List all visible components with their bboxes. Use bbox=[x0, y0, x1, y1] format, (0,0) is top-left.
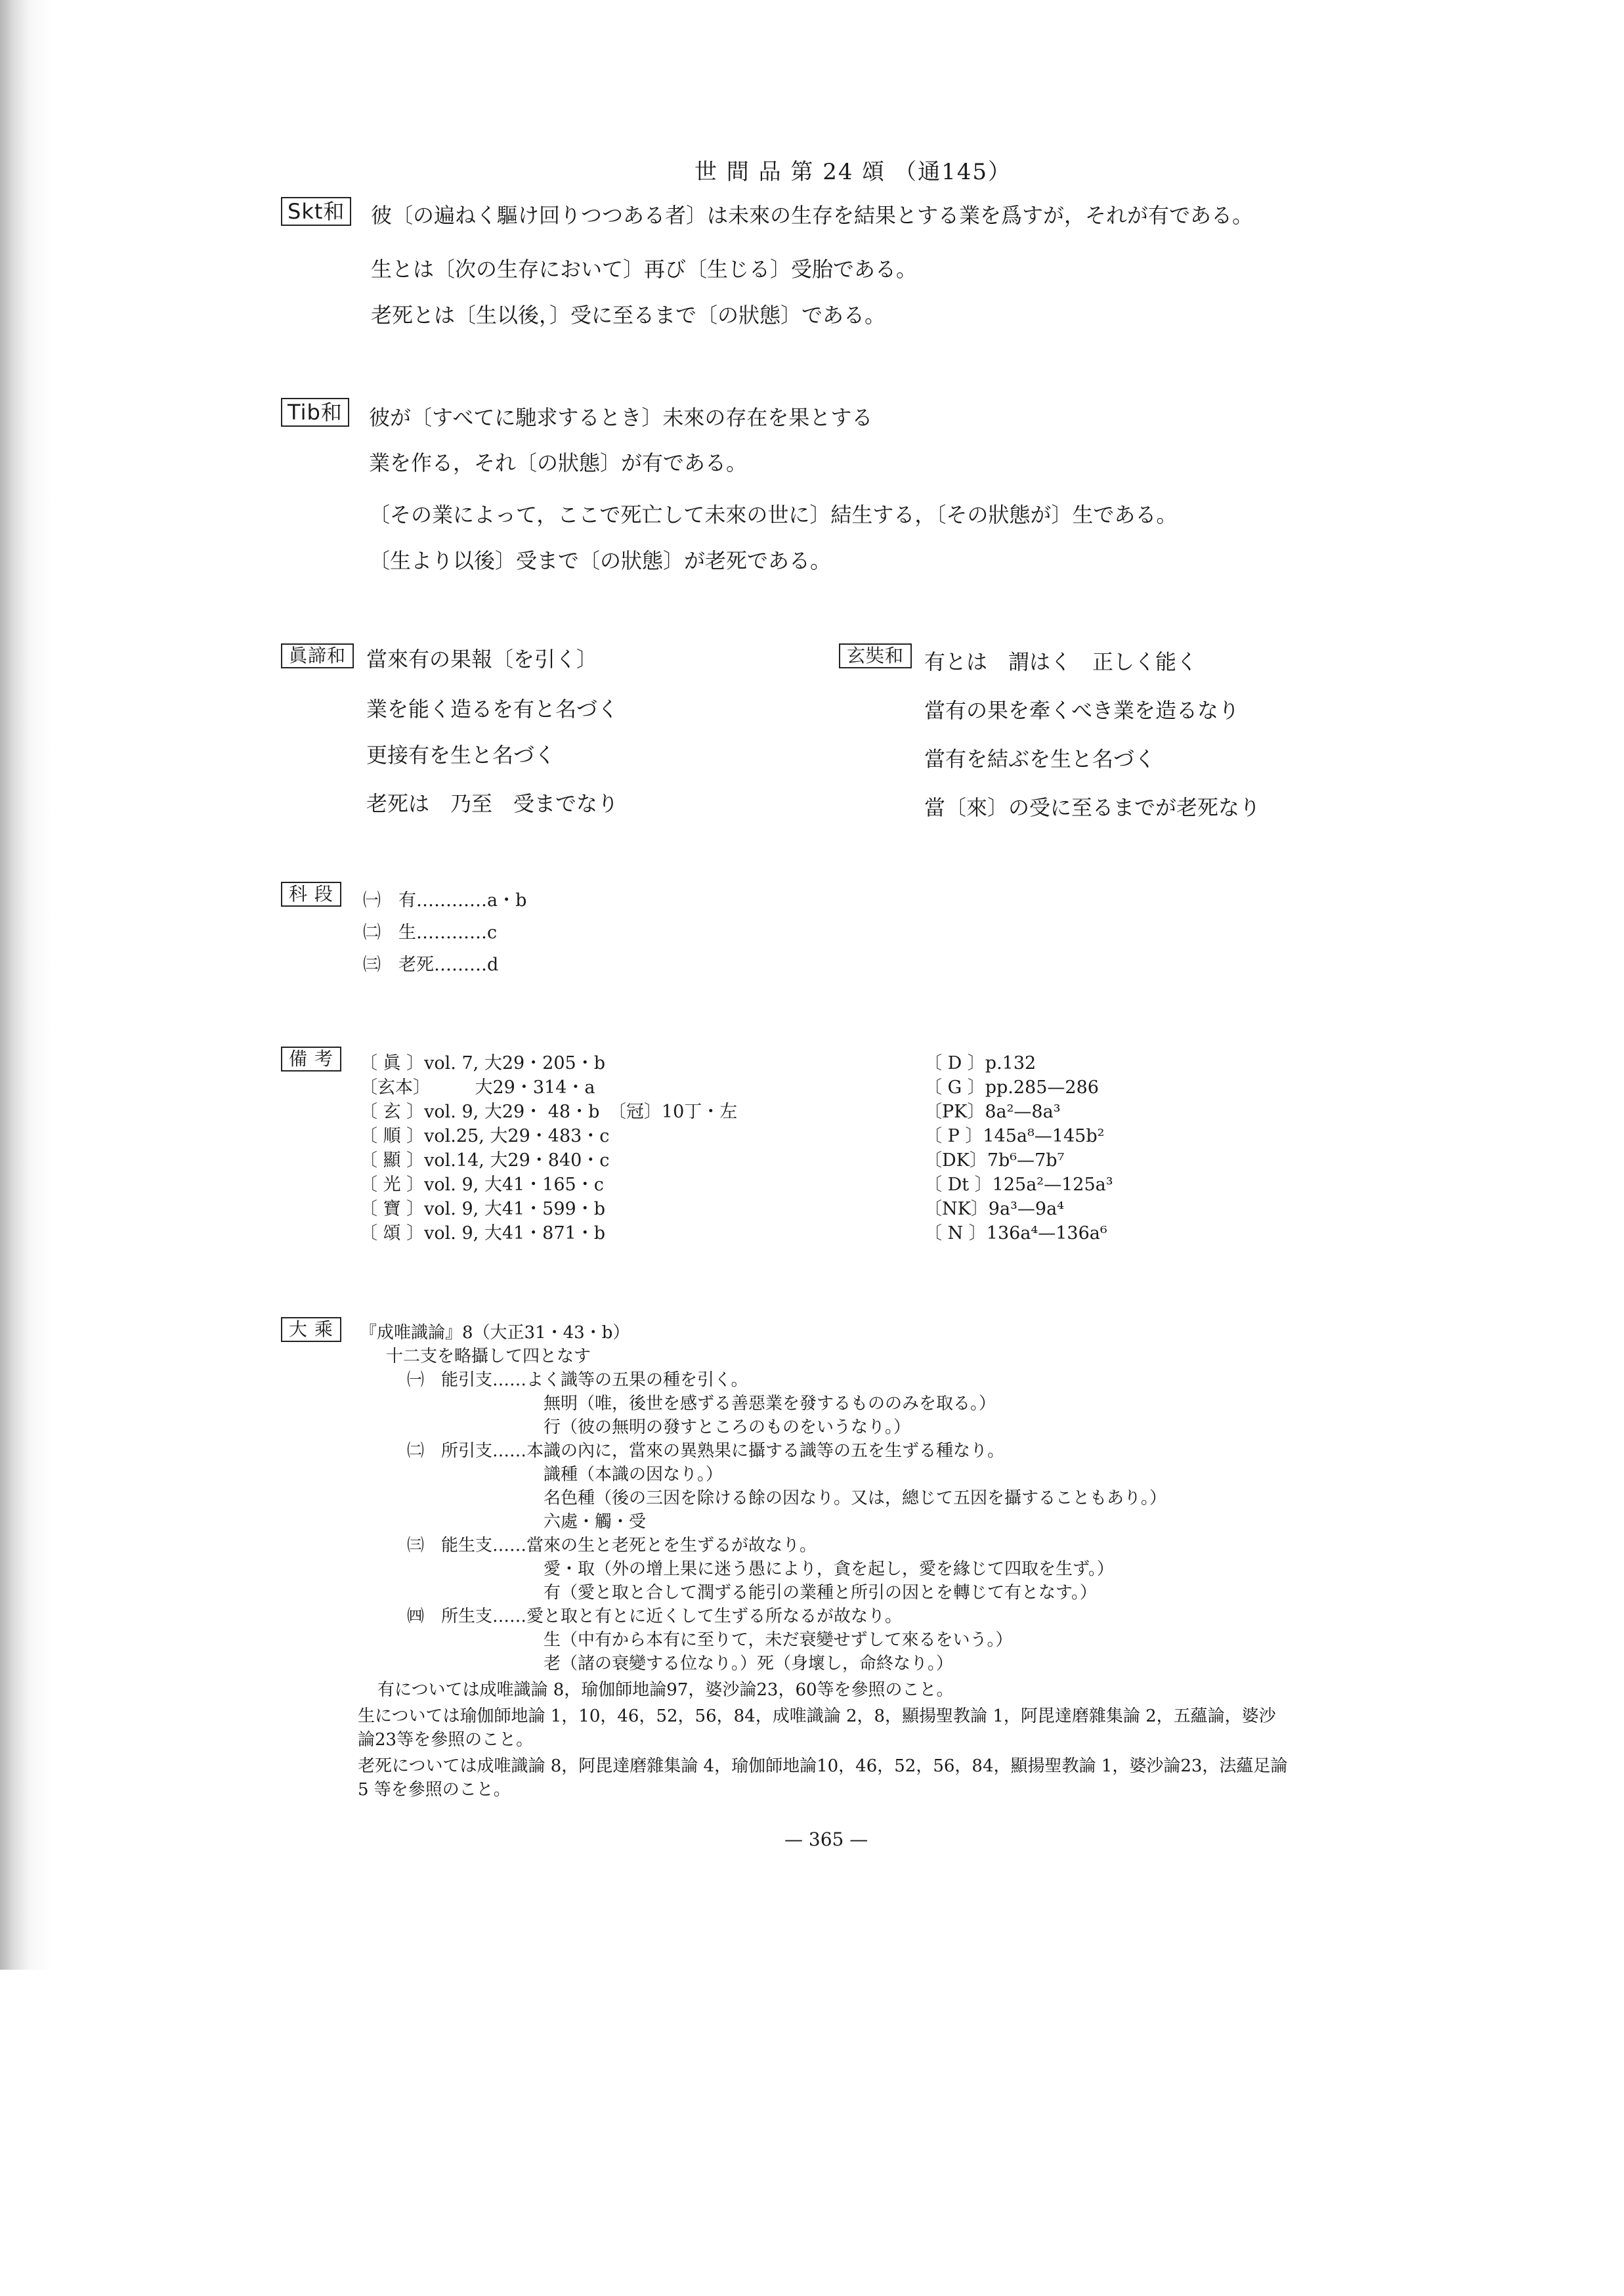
tib-line-3: 〔その業によって，ここで死亡して未來の世に〕結生する，〔その狀態が〕生である。 bbox=[369, 502, 1178, 527]
daijo-head: 『成唯識論』8（大正31・43・b） bbox=[360, 1323, 630, 1343]
daijo-item-3: 行（彼の無明の發すところのものをいうなり。） bbox=[544, 1418, 911, 1437]
daijo-item-5: 識種（本識の因なり。） bbox=[544, 1465, 723, 1484]
daijo-item-13: 老（諸の衰變する位なり。）死（身壞し，命終なり。） bbox=[544, 1654, 954, 1674]
biko-ref-5: 〔 顯 〕vol.14, 大29・840・c bbox=[360, 1150, 610, 1171]
shintai-line-3: 更接有を生と名づく bbox=[366, 743, 556, 768]
skt-line-1: 彼〔の遍ねく驅け回りつつある者〕は未來の生存を結果とする業を爲すが，それが有である。 bbox=[371, 203, 1254, 228]
biko-ref-nk: 〔NK〕9a³—9a⁴ bbox=[924, 1199, 1064, 1219]
biko-ref-pk: 〔PK〕8a²—8a³ bbox=[924, 1102, 1061, 1122]
biko-ref-1: 〔 眞 〕vol. 7, 大29・205・b bbox=[360, 1053, 605, 1073]
kadan-line-3: ㈢ 老死………d bbox=[363, 955, 499, 975]
kadan-label: 科 段 bbox=[281, 882, 341, 907]
genjo-label: 玄奘和 bbox=[839, 643, 912, 668]
skt-line-3: 老死とは〔生以後，〕受に至るまで〔の狀態〕である。 bbox=[371, 303, 886, 328]
genjo-line-2: 當有の果を牽くべき業を造るなり bbox=[924, 698, 1240, 723]
page-number: — 365 — bbox=[784, 1829, 868, 1850]
kadan-line-2: ㈡ 生…………c bbox=[363, 922, 498, 943]
tib-label: Tib和 bbox=[281, 398, 349, 427]
biko-ref-p: 〔 P 〕145a⁸—145b² bbox=[924, 1126, 1105, 1146]
daijo-item-12: 生（中有から本有に至りて，未だ衰變せずして來るをいう。） bbox=[544, 1630, 1013, 1650]
daijo-item-6: 名色種（後の三因を除ける餘の因なり。又は，總じて五因を攝することもあり。） bbox=[544, 1488, 1167, 1508]
skt-line-2: 生とは〔次の生存において〕再び〔生じる〕受胎である。 bbox=[371, 257, 918, 282]
daijo-note-2: 生については瑜伽師地論 1，10，46，52，56，84，成唯識論 2，8，顯揚聖教論 1，阿毘達磨雜集論 2，五蘊論，婆沙 bbox=[358, 1706, 1276, 1726]
daijo-item-1: ㈠ 能引支……よく識等の五果の種を引く。 bbox=[407, 1370, 748, 1390]
skt-label: Skt和 bbox=[281, 197, 351, 226]
genjo-line-4: 當〔來〕の受に至るまでが老死なり bbox=[924, 795, 1261, 820]
daijo-item-8: ㈢ 能生支……當來の生と老死とを生ずるが故なり。 bbox=[407, 1536, 817, 1555]
biko-label: 備 考 bbox=[281, 1047, 341, 1072]
tib-line-1: 彼が〔すべてに馳求するとき〕未來の存在を果とする bbox=[369, 405, 873, 430]
daijo-note-5: 5 等を參照のこと。 bbox=[358, 1780, 511, 1800]
daijo-note-3: 論23等を參照のこと。 bbox=[358, 1730, 534, 1750]
biko-ref-2: 〔玄本〕 大29・314・a bbox=[360, 1077, 595, 1098]
daijo-item-2: 無明（唯，後世を感ずる善惡業を發するもののみを取る。） bbox=[544, 1394, 996, 1414]
biko-ref-dk: 〔DK〕7b⁶—7b⁷ bbox=[924, 1150, 1065, 1171]
daijo-item-7: 六處・觸・受 bbox=[544, 1512, 647, 1532]
tib-line-2: 業を作る，それ〔の狀態〕が有である。 bbox=[369, 450, 748, 475]
shintai-line-1: 當來有の果報〔を引く〕 bbox=[366, 647, 598, 672]
biko-ref-6: 〔 光 〕vol. 9, 大41・165・c bbox=[360, 1175, 604, 1195]
biko-ref-n: 〔 N 〕136a⁴—136a⁶ bbox=[924, 1223, 1107, 1244]
daijo-note-4: 老死については成唯識論 8，阿毘達磨雜集論 4，瑜伽師地論10，46，52，56，84，顯揚聖教論 1，婆沙論23，法蘊足論 bbox=[358, 1756, 1288, 1776]
biko-ref-4: 〔 順 〕vol.25, 大29・483・c bbox=[360, 1126, 610, 1146]
biko-ref-dt: 〔 Dt 〕125a²—125a³ bbox=[924, 1175, 1113, 1195]
biko-ref-8: 〔 頌 〕vol. 9, 大41・871・b bbox=[360, 1223, 605, 1244]
daijo-note-1: 有については成唯識論 8，瑜伽師地論97，婆沙論23，60等を參照のこと。 bbox=[377, 1680, 954, 1700]
shintai-label: 眞諦和 bbox=[281, 643, 354, 668]
genjo-line-3: 當有を結ぶを生と名づく bbox=[924, 747, 1156, 771]
daijo-item-4: ㈡ 所引支……本識の內に，當來の異熟果に攝する識等の五を生ずる種なり。 bbox=[407, 1441, 1005, 1461]
daijo-sub: 十二支を略攝して四となす bbox=[386, 1347, 591, 1366]
daijo-item-10: 有（愛と取と合して潤ずる能引の業種と所引の因とを轉じて有となす。） bbox=[544, 1583, 1097, 1603]
scan-shadow-edge bbox=[0, 0, 197, 1970]
daijo-item-9: 愛・取（外の增上果に迷う愚により，貪を起し，愛を緣じて四取を生ず。） bbox=[544, 1559, 1114, 1579]
biko-ref-d: 〔 D 〕p.132 bbox=[924, 1053, 1036, 1073]
biko-ref-g: 〔 G 〕pp.285—286 bbox=[924, 1077, 1099, 1098]
genjo-line-1: 有とは 謂はく 正しく能く bbox=[924, 649, 1198, 674]
biko-ref-3: 〔 玄 〕vol. 9, 大29・ 48・b 〔冠〕10丁・左 bbox=[360, 1102, 738, 1122]
daijo-item-11: ㈣ 所生支……愛と取と有とに近くして生ずる所なるが故なり。 bbox=[407, 1607, 903, 1626]
page-title: 世 間 品 第 24 頌 （通145） bbox=[694, 159, 1012, 185]
tib-line-4: 〔生より以後〕受まで〔の狀態〕が老死である。 bbox=[369, 548, 832, 573]
biko-ref-7: 〔 寶 〕vol. 9, 大41・599・b bbox=[360, 1199, 605, 1219]
daijo-label: 大 乘 bbox=[281, 1317, 341, 1342]
shintai-line-4: 老死は 乃至 受までなり bbox=[366, 791, 619, 816]
kadan-line-1: ㈠ 有…………a・b bbox=[363, 890, 527, 911]
shintai-line-2: 業を能く造るを有と名づく bbox=[366, 697, 619, 722]
